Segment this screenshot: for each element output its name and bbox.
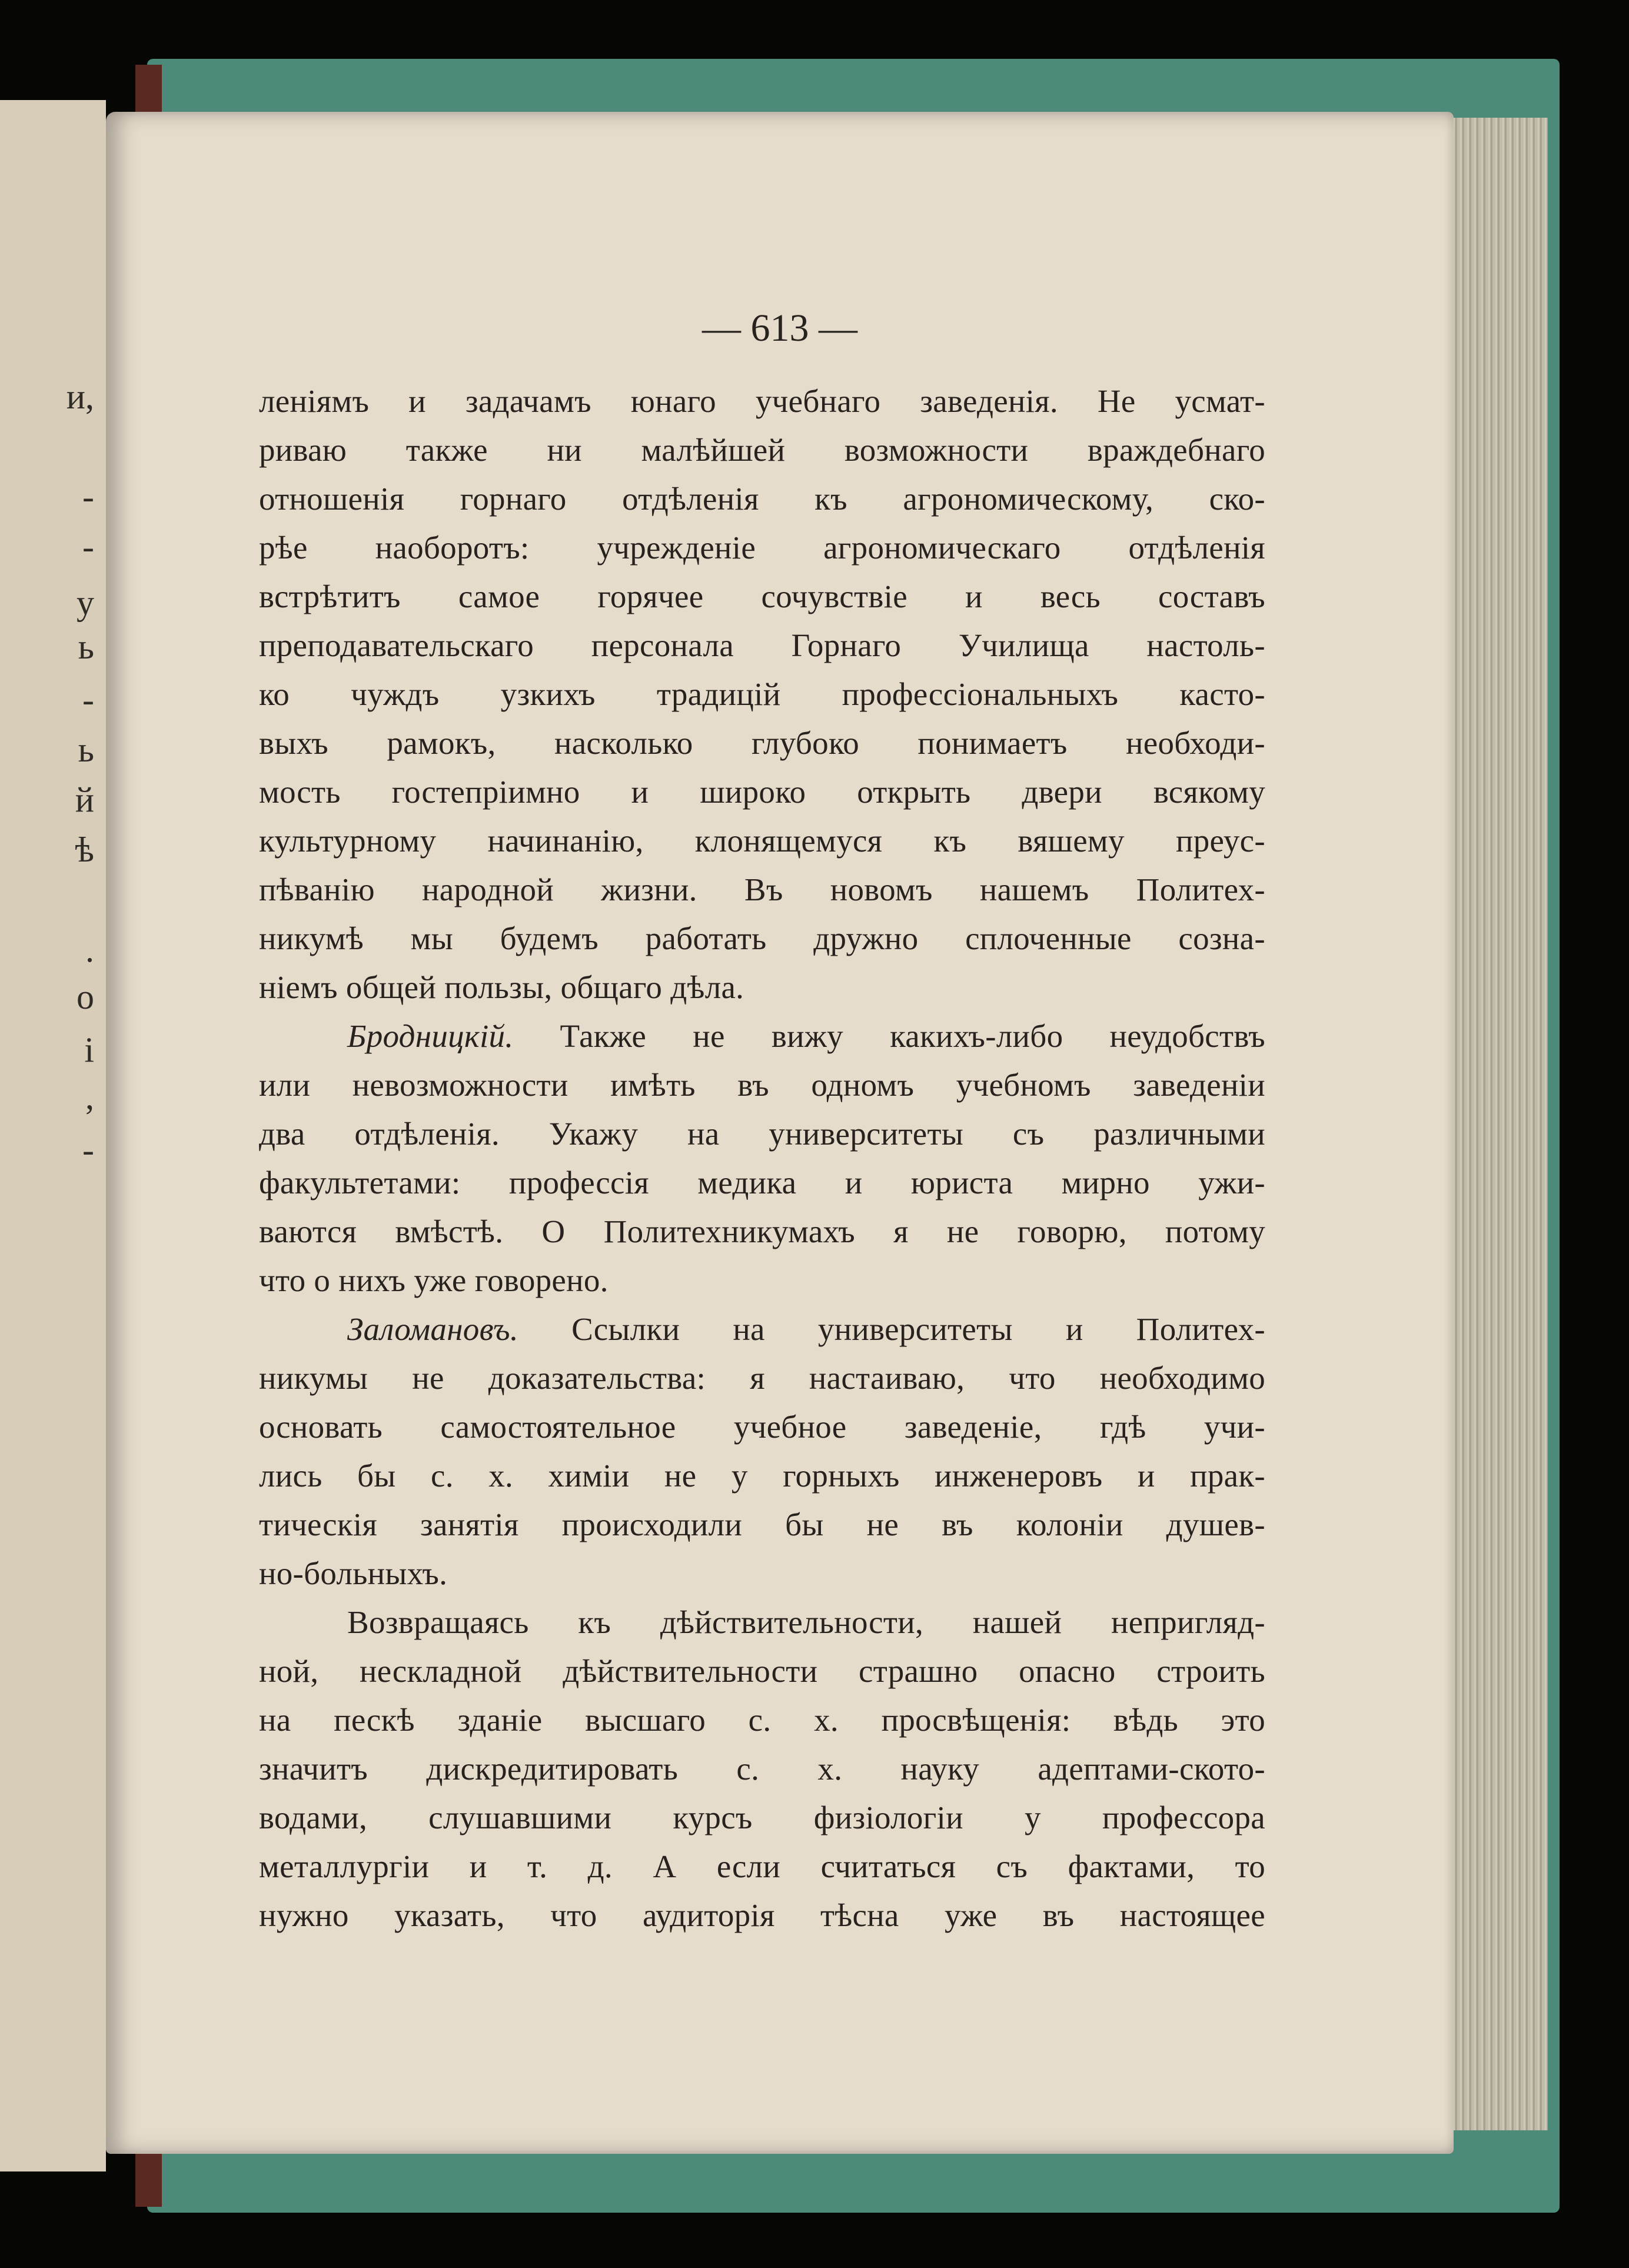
text-line: металлургіи и т. д. А если считаться съ фактами, то <box>259 1848 1265 1884</box>
text-line: или невозможности имѣть въ одномъ учебномъ заведеніи <box>259 1067 1265 1103</box>
text-line: но-больныхъ. <box>259 1555 448 1591</box>
text-line: риваю также ни малѣйшей возможности враждебнаго <box>259 432 1265 468</box>
text-line: ной, нескладной дѣйствительности страшно опасно строить <box>259 1653 1265 1689</box>
left-page-fragment <box>0 100 106 2171</box>
text-line: пѣванію народной жизни. Въ новомъ нашемъ Политех- <box>259 872 1265 907</box>
page-number: — 613 — <box>702 307 857 350</box>
text-line: выхъ рамокъ, насколько глубоко понимаетъ необходи- <box>259 725 1265 761</box>
text-line: мость гостепріимно и широко открыть двери всякому <box>259 774 1265 810</box>
left-mark: о <box>77 977 94 1016</box>
line-text: Ссылки на университеты и Политех- <box>518 1311 1265 1347</box>
left-mark: и, <box>66 377 94 416</box>
text-line: никумѣ мы будемъ работать дружно сплоченные созна- <box>259 920 1265 956</box>
text-line <box>259 1012 1265 1060</box>
text-line: преподавательскаго персонала Горнаго Училища настоль- <box>259 627 1265 663</box>
book-page <box>106 112 1454 2154</box>
text-line: тическія занятія происходили бы не въ колоніи душев- <box>259 1507 1265 1542</box>
left-mark: ь <box>78 730 94 769</box>
paragraph <box>259 377 1265 1012</box>
text-line: ваются вмѣстѣ. О Политехникумахъ я не говорю, потому <box>259 1213 1265 1249</box>
text-line <box>259 1305 1265 1354</box>
left-mark: ѣ <box>75 830 94 869</box>
text-line: отношенія горнаго отдѣленія къ агрономическому, ско- <box>259 481 1265 517</box>
paragraph <box>259 1012 1265 1305</box>
text-line: на пескѣ зданіе высшаго с. х. просвѣщенія: вѣдь это <box>259 1702 1265 1738</box>
text-line: культурному начинанію, клонящемуся къ вяшему преус- <box>259 823 1265 859</box>
text-line: факультетами: профессія медика и юриста мирно ужи- <box>259 1165 1265 1200</box>
left-mark: й <box>75 780 94 819</box>
left-mark: . <box>85 930 94 969</box>
left-mark: - <box>82 477 94 516</box>
text-line: водами, слушавшими курсъ физіологіи у профессора <box>259 1800 1265 1835</box>
text-line: рѣе наоборотъ: учрежденіе агрономическаго отдѣленія <box>259 530 1265 566</box>
speaker-name: Заломановъ. <box>347 1311 518 1347</box>
text-line: встрѣтитъ самое горячее сочувствіе и весь составъ <box>259 578 1265 614</box>
text-line: леніямъ и задачамъ юнаго учебнаго заведенія. Не усмат- <box>259 383 1265 419</box>
text-line: Возвращаясь къ дѣйствительности, нашей непригляд- <box>347 1604 1265 1640</box>
text-line: основать самостоятельное учебное заведеніе, гдѣ учи- <box>259 1409 1265 1445</box>
left-page-marks <box>0 100 106 2171</box>
left-mark: , <box>85 1078 94 1116</box>
left-mark: - <box>82 527 94 566</box>
left-mark: і <box>84 1030 94 1069</box>
text-line: два отдѣленія. Укажу на университеты съ различными <box>259 1116 1265 1152</box>
body-text <box>259 377 1265 1940</box>
left-mark: - <box>82 680 94 719</box>
text-line: ко чуждъ узкихъ традицій профессіональныхъ касто- <box>259 676 1265 712</box>
text-line: что о нихъ уже говорено. <box>259 1262 609 1298</box>
line-text: Также не вижу какихъ-либо неудобствъ <box>513 1018 1265 1054</box>
text-line: нужно указать, что аудиторія тѣсна уже въ настоящее <box>259 1897 1265 1933</box>
paragraph <box>259 1305 1265 1598</box>
left-mark: у <box>77 583 94 622</box>
speaker-name: Бродницкій. <box>347 1018 514 1054</box>
left-mark: ь <box>78 627 94 666</box>
text-line: значитъ дискредитировать с. х. науку адептами-ското- <box>259 1751 1265 1787</box>
text-line: никумы не доказательства: я настаиваю, что необходимо <box>259 1360 1265 1396</box>
left-mark: - <box>82 1130 94 1169</box>
text-line: лись бы с. х. химіи не у горныхъ инженеровъ и прак- <box>259 1458 1265 1494</box>
text-line: ніемъ общей пользы, общаго дѣла. <box>259 969 744 1005</box>
paragraph <box>259 1598 1265 1940</box>
